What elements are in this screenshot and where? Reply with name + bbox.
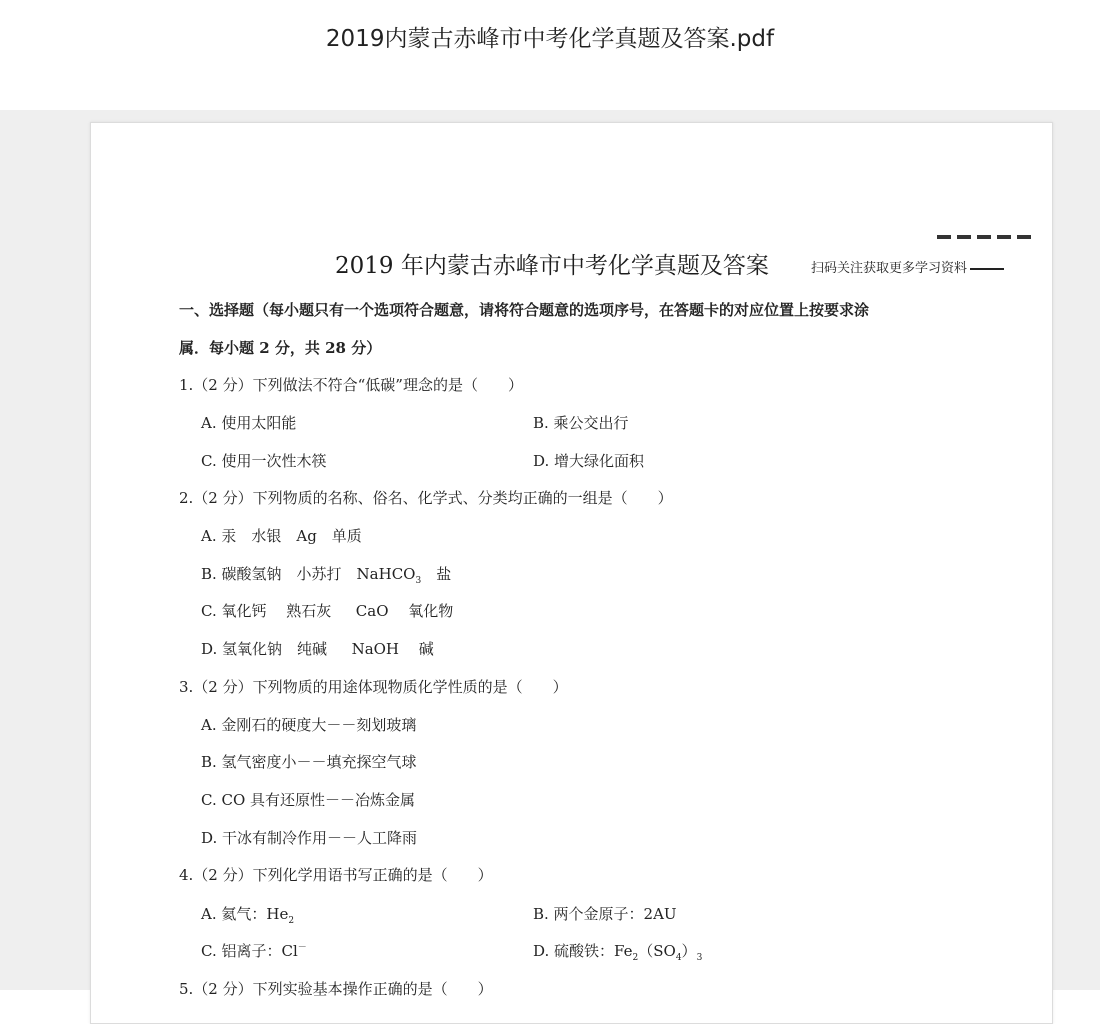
q4-stem: 4.（2 分）下列化学用语书写正确的是（ ） xyxy=(179,866,493,884)
q2-option-c: C. 氧化钙 熟石灰 CaO 氧化物 xyxy=(201,602,454,620)
q3-option-d: D. 干冰有制冷作用－－人工降雨 xyxy=(201,829,418,847)
file-title: 2019内蒙古赤峰市中考化学真题及答案.pdf xyxy=(325,26,775,52)
pdf-viewer[interactable] xyxy=(0,110,1100,998)
q4-option-d xyxy=(533,940,702,961)
q5-stem: 5.（2 分）下列实验基本操作正确的是（ ） xyxy=(179,980,493,998)
title-bar xyxy=(0,0,1100,110)
banner-dash xyxy=(970,268,1004,270)
document-heading: 2019 年内蒙古赤峰市中考化学真题及答案 xyxy=(335,253,769,279)
q2-option-b xyxy=(201,563,451,584)
q1-option-d: D. 增大绿化面积 xyxy=(533,452,645,470)
corner-mark xyxy=(937,235,1033,239)
q4-option-c xyxy=(201,940,307,961)
q4-option-a-text: A. 氦气：He xyxy=(201,905,289,923)
q1-stem: 1.（2 分）下列做法不符合“低碳”理念的是（ ） xyxy=(179,376,523,394)
q1-option-a: A. 使用太阳能 xyxy=(201,414,297,432)
q2-option-a: A. 汞 水银 Ag 单质 xyxy=(201,527,362,545)
q2-option-b-tail: 盐 xyxy=(421,565,452,583)
q4-option-d-sub1: 2 xyxy=(632,953,639,963)
q4-option-b: B. 两个金原子：2AU xyxy=(533,905,677,923)
q4-option-c-text: C. 铝离子：Cl xyxy=(201,942,298,960)
q3-option-b: B. 氢气密度小－－填充探空气球 xyxy=(201,753,417,771)
pdf-page xyxy=(90,122,1053,1024)
q3-option-a: A. 金刚石的硬度大－－刻划玻璃 xyxy=(201,716,417,734)
q2-option-d: D. 氢氧化钠 纯碱 NaOH 碱 xyxy=(201,640,434,658)
section-heading-line2: 属．每小题 2 分，共 28 分） xyxy=(179,339,382,357)
qr-banner-text: 扫码关注获取更多学习资料 xyxy=(811,261,968,276)
q4-option-d-mid: （SO xyxy=(638,942,676,960)
q2-stem: 2.（2 分）下列物质的名称、俗名、化学式、分类均正确的一组是（ ） xyxy=(179,489,673,507)
q3-option-c: C. CO 具有还原性－－冶炼金属 xyxy=(201,791,416,809)
q4-option-a xyxy=(201,903,294,924)
q2-option-b-text: B. 碳酸氢钠 小苏打 NaHCO xyxy=(201,565,416,583)
q4-option-d-text: D. 硫酸铁：Fe xyxy=(533,942,633,960)
q2-option-b-subscript: 3 xyxy=(415,576,422,586)
q4-option-d-sub2: 4 xyxy=(675,953,682,963)
q1-option-c: C. 使用一次性木筷 xyxy=(201,452,327,470)
q4-option-a-subscript: 2 xyxy=(288,916,295,926)
q4-option-d-post: ） xyxy=(681,942,697,960)
qr-banner xyxy=(811,257,1004,276)
q3-stem: 3.（2 分）下列物质的用途体现物质化学性质的是（ ） xyxy=(179,678,568,696)
q4-option-c-superscript: － xyxy=(297,943,307,953)
q1-option-b: B. 乘公交出行 xyxy=(533,414,629,432)
section-heading-line1: 一、选择题（每小题只有一个选项符合题意，请将符合题意的选项序号，在答题卡的对应位置上按要求涂 xyxy=(179,301,870,319)
q4-option-d-sub3: 3 xyxy=(696,953,703,963)
